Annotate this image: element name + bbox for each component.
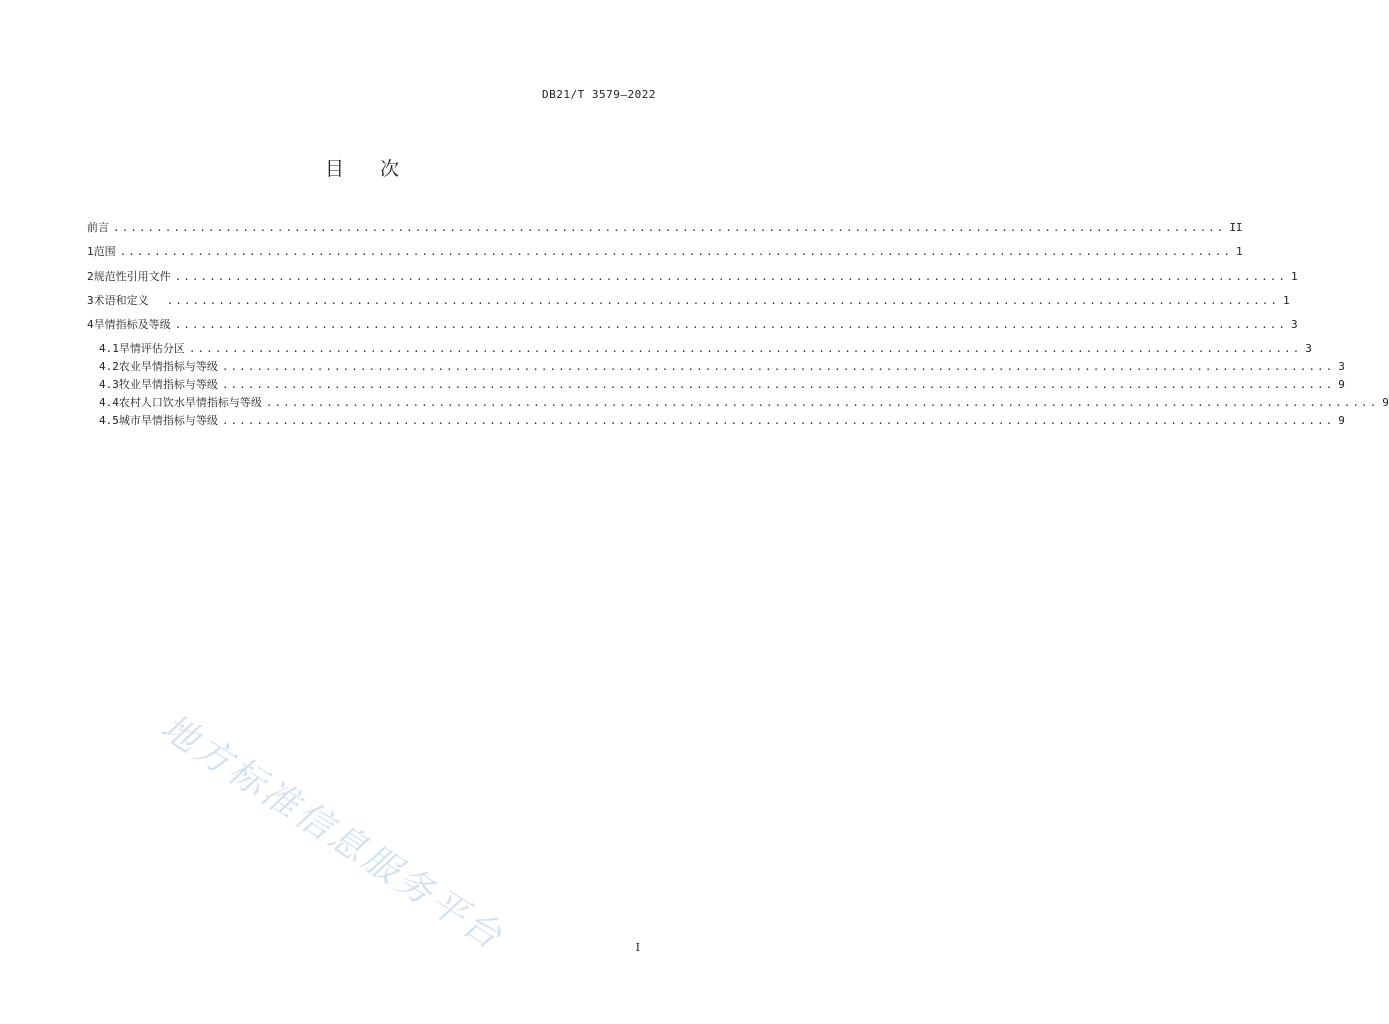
toc-entry-label: 旱情评估分区 xyxy=(118,342,185,356)
toc-leader-dots: ................................................................................................................................. xyxy=(119,245,1232,259)
watermark: 地方标准信息服务平台 xyxy=(153,706,512,959)
toc-entry-foreword[interactable] xyxy=(87,219,1243,243)
toc-entry-page: 1 xyxy=(1235,245,1243,259)
toc-entry-4-1[interactable] xyxy=(87,340,1312,358)
toc-entry-label: 术语和定义 xyxy=(93,293,149,307)
toc-entry-page: 9 xyxy=(1338,378,1345,392)
toc-entry-label: 牧业旱情指标与等级 xyxy=(118,378,218,392)
toc-entry-label: 规范性引用文件 xyxy=(93,269,171,283)
toc-entry-4-2[interactable] xyxy=(87,358,1345,376)
toc-entry-4-3[interactable] xyxy=(87,376,1345,394)
toc-leader-dots: ................................................................................................................................. xyxy=(221,360,1335,374)
toc-title-part1: 目 xyxy=(324,158,344,180)
toc-entry-number: 4.4 xyxy=(99,396,119,410)
toc-entry-page: 3 xyxy=(1290,318,1298,332)
toc-leader-dots: ................................................................................................................................. xyxy=(113,221,1226,234)
toc-entry-drought-indicators[interactable] xyxy=(87,316,1298,340)
toc-entry-label: 农村人口饮水旱情指标与等级 xyxy=(118,396,262,410)
page-number: I xyxy=(635,941,640,954)
toc-leader-dots: ................................................................................................................................. xyxy=(166,293,1279,307)
toc-entry-number: 4 xyxy=(87,318,94,332)
toc-leader-dots: ................................................................................................................................. xyxy=(265,396,1379,410)
toc-entry-number: 1 xyxy=(87,245,94,259)
toc-entry-page: 3 xyxy=(1305,342,1312,356)
toc-entry-normative-references[interactable] xyxy=(87,268,1298,292)
toc-entry-number: 4.5 xyxy=(99,414,119,428)
toc-leader-dots: ................................................................................................................................. xyxy=(174,269,1287,283)
table-of-contents xyxy=(87,219,1389,430)
toc-title-part2: 次 xyxy=(380,158,400,180)
toc-entry-page: II xyxy=(1229,221,1243,234)
toc-entry-number: 4.2 xyxy=(99,360,119,374)
toc-entry-number: 2 xyxy=(87,269,94,283)
toc-entry-number: 4.3 xyxy=(99,378,119,392)
toc-entry-page: 1 xyxy=(1282,293,1290,307)
toc-entry-4-4[interactable] xyxy=(87,394,1389,412)
toc-entry-label: 前言 xyxy=(87,221,109,234)
toc-entry-page: 9 xyxy=(1382,396,1389,410)
toc-leader-dots: ................................................................................................................................. xyxy=(174,318,1287,332)
toc-entry-scope[interactable] xyxy=(87,243,1243,267)
toc-entry-label: 旱情指标及等级 xyxy=(93,318,171,332)
toc-leader-dots: ................................................................................................................................. xyxy=(188,342,1302,356)
toc-leader-dots: ................................................................................................................................. xyxy=(221,414,1335,428)
document-code: DB21/T 3579—2022 xyxy=(542,88,656,101)
toc-entry-label: 农业旱情指标与等级 xyxy=(118,360,218,374)
toc-leader-dots: ................................................................................................................................. xyxy=(221,378,1335,392)
toc-entry-4-5[interactable] xyxy=(87,412,1345,430)
toc-entry-label: 城市旱情指标与等级 xyxy=(118,414,218,428)
toc-entry-page: 1 xyxy=(1290,269,1298,283)
toc-entry-number: 4.1 xyxy=(99,342,119,356)
toc-entry-page: 3 xyxy=(1338,360,1345,374)
toc-entry-number: 3 xyxy=(87,293,94,307)
toc-entry-label: 范围 xyxy=(93,245,116,259)
toc-entry-page: 9 xyxy=(1338,414,1345,428)
toc-entry-terms-definitions[interactable] xyxy=(87,292,1290,316)
toc-title xyxy=(0,154,724,181)
